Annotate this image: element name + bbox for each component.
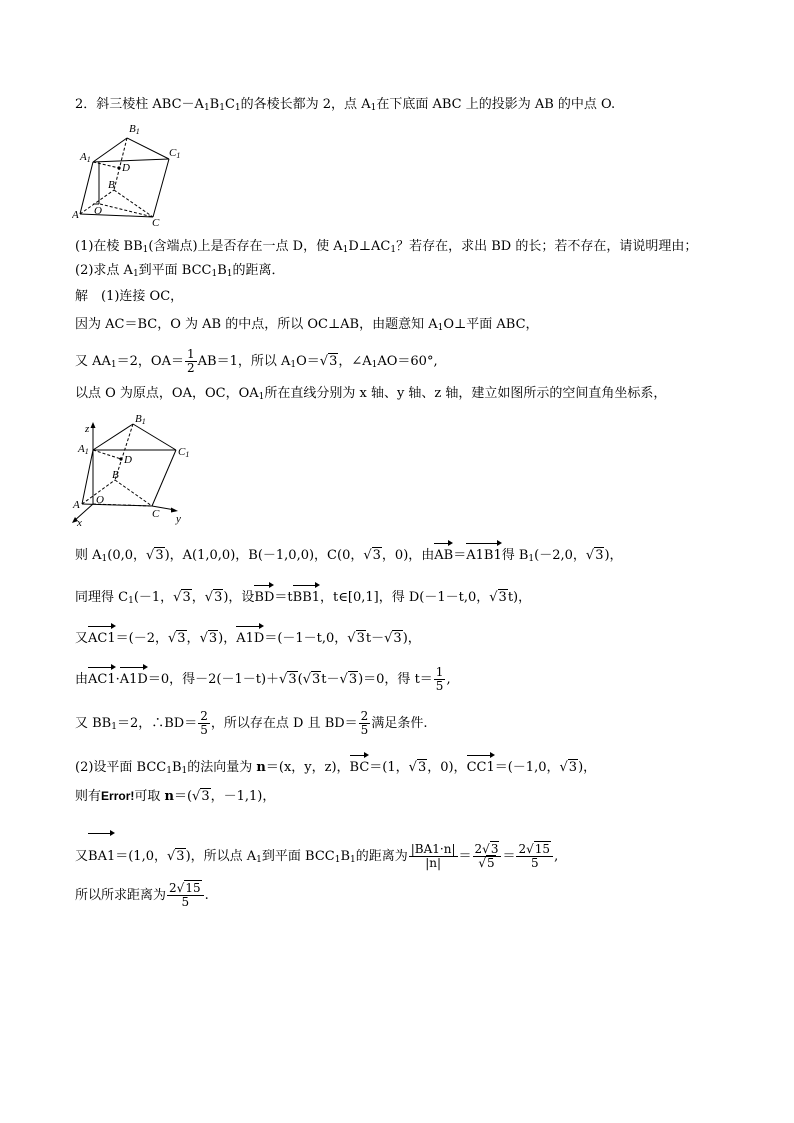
axis-label-y: y (176, 513, 181, 525)
label-a: A (73, 499, 80, 511)
solution-line-6: 同理得 $C_1(-1$，√3，√3)，设BD＝tBB1，t∈[0,1]，得 D(－1－t,0，√3t)， (75, 584, 531, 610)
vector-ac1: AC1 (88, 666, 116, 689)
question-1: (1)在棱 $BB_1$(含端点)上是否存在一点 D，使 $A_1D\perp AC_1$？若存在，求出 BD 的长；若不存在，请说明理由； (75, 239, 698, 255)
label-c1: C1 (178, 446, 190, 459)
point-d (117, 166, 120, 169)
sqrt-3: √3 (319, 354, 338, 369)
label-d: D (122, 162, 130, 174)
solution-line-1: 解 (1)连接 OC， (75, 289, 184, 304)
axis-label-x: x (77, 517, 82, 528)
solution-line-2: 因为 AC＝BC，O 为 AB 的中点，所以 OC⊥AB，由题意知 $A_1O\perp$平面 ABC， (75, 317, 539, 333)
label-c1: C1 (169, 147, 181, 160)
vector-ab: AB (434, 542, 453, 565)
solution-line-13: 所以所求距离为 $\frac{2√15}{5}$ . (75, 881, 209, 909)
label-c: C (152, 508, 160, 520)
label-b: B (108, 179, 115, 191)
prism-figure-2 (72, 410, 192, 528)
solution-line-7: 又AC1＝(－2，√3，√3)，A1D＝(－1－t,0，√3t－√3)， (75, 625, 421, 648)
question-2: (2)求点 $A_1$到平面 $BCC_1B_1$的距离． (75, 263, 285, 279)
label-o: O (94, 205, 102, 217)
fraction-2sqrt3-over-sqrt5: $\frac{2√3}{√5}$ (473, 843, 502, 870)
label-b: B (112, 469, 119, 481)
solution-line-10: (2)设平面 $BCC_1B_1$的法向量为 n＝(x，y，z)，BC＝(1，√3，0)，CC1＝(－1,0，√3)， (75, 754, 596, 780)
fraction-2sqrt15-over-5: $\frac{2√15}{5}$ (516, 843, 553, 870)
vector-a1b1: A1B1 (466, 542, 501, 565)
fraction-one-fifth: $\frac{1}{5}$ (435, 665, 444, 693)
label-a1: A1 (80, 151, 91, 164)
point-d (119, 457, 122, 460)
label-a1: A1 (78, 443, 89, 456)
solution-line-8: 由AC1·A1D＝0，得－2(－1－t)＋√3(√3t－√3)＝0，得 t＝ $\frac{1}{5}$ , (75, 665, 451, 693)
fraction-two-fifths: $\frac{2}{5}$ (360, 709, 369, 737)
vector-a1d: A1D (120, 666, 148, 689)
solution-line-4: 以点 O 为原点，OA，OC，$OA_1$所在直线分别为 x 轴、y 轴、z 轴，建立如图所示的空间直角坐标系， (75, 386, 667, 402)
solution-line-12: 又BA1＝(1,0，√3)，所以点 $A_1$到平面 $BCC_1B_1$的距离为 $\frac{|BA1\cdot n|}{|n|}$ ＝ $\frac{2√3}{√5}$ ＝ $\frac{2√15}{5}$ , (75, 832, 558, 880)
label-o: O (96, 494, 104, 506)
solution-line-5: 则 $A_1(0,0$，√3)，A(1,0,0)，B(－1,0,0)，C(0，√3，0)，由AB＝A1B1得 $B_1(-2,0$，√3)， (75, 542, 623, 568)
label-a: A (72, 209, 79, 221)
axis-label-z: z (85, 423, 90, 435)
fraction-one-half: $\frac{1}{2}$ (186, 347, 195, 375)
vector-bc: BC (350, 754, 370, 777)
label-c: C (152, 217, 160, 227)
vector-bd: BD (254, 584, 274, 607)
problem-stem: 2．斜三棱柱 $ABC-A_1B_1C_1$的各棱长都为 2，点 $A_1$在下底面 ABC 上的投影为 AB 的中点 O. (75, 97, 616, 113)
label-b1: B1 (129, 123, 140, 136)
vector-ac1: AC1 (88, 625, 116, 648)
final-answer-fraction: $\frac{2√15}{5}$ (167, 882, 204, 909)
prism-figure-1 (72, 122, 182, 227)
label-b1: B1 (135, 413, 146, 426)
error-field: Error! (101, 789, 135, 803)
vector-ba1: BA1 (88, 832, 115, 877)
fraction-two-fifths: $\frac{2}{5}$ (200, 709, 208, 737)
label-d: D (124, 454, 132, 466)
vector-a1d: A1D (236, 625, 264, 648)
solution-line-11: 则有Error!可取 n＝(√3，－1,1)， (75, 789, 276, 804)
vector-bb1: BB1 (293, 584, 320, 607)
solution-line-3: 又 $AA_1=2$，OA＝ $\frac{1}{2}$ AB＝1，所以 $A_1O=√3$，$\angle A_1AO=60^\circ$, (75, 347, 438, 375)
solution-line-9: 又 $BB_1=2$，∴BD＝ $\frac{2}{5}$ ，所以存在点 D 且 BD＝ $\frac{2}{5}$ 满足条件. (75, 709, 428, 737)
vector-cc1: CC1 (467, 754, 495, 777)
distance-formula-fraction: $\frac{|BA1\cdot n|}{|n|}$ (410, 842, 456, 870)
